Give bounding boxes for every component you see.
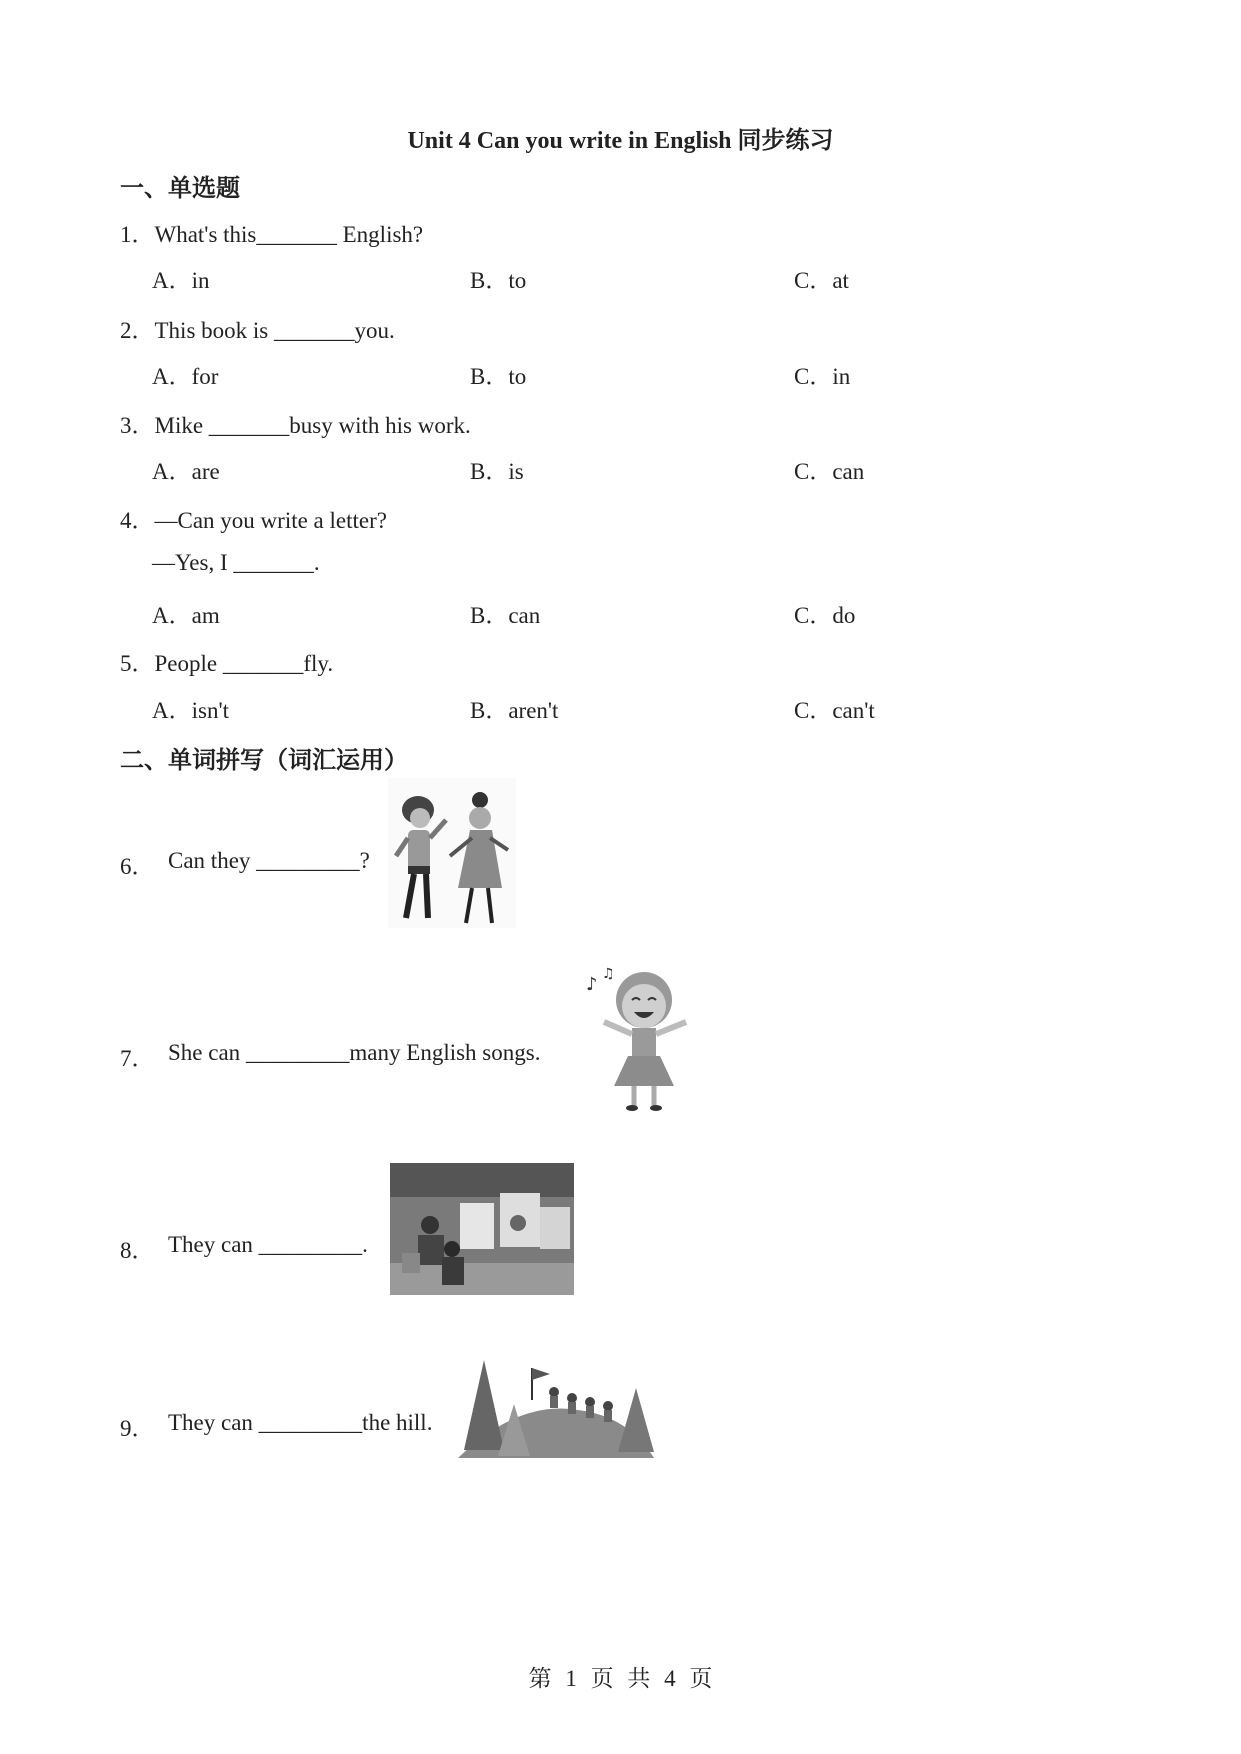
question-4-option-a: A．am <box>152 603 220 628</box>
question-3-stem: 3．Mike _______busy with his work. <box>120 413 471 438</box>
page-title: Unit 4 Can you write in English 同步练习 <box>407 128 834 154</box>
question-3-option-a: A．are <box>152 459 220 484</box>
question-7-text: She can _________many English songs. <box>168 1040 541 1065</box>
question-2-option-b: B．to <box>470 364 527 389</box>
singing-girl-image <box>582 960 700 1116</box>
question-4-stem-reply: —Yes, I _______. <box>152 550 320 575</box>
question-1-option-b: B．to <box>470 268 527 293</box>
svg-text:♪: ♪ <box>586 974 598 995</box>
svg-text:♫: ♫ <box>602 966 615 982</box>
question-2-option-c: C．in <box>794 364 851 389</box>
section-heading-multiple-choice: 一、单选题 <box>120 176 240 202</box>
question-4-stem: 4．—Can you write a letter? <box>120 508 387 533</box>
question-3-option-c: C．can <box>794 459 865 484</box>
section-heading-spelling: 二、单词拼写（词汇运用） <box>120 748 408 774</box>
question-5-option-a: A．isn't <box>152 698 229 723</box>
question-5-option-b: B．aren't <box>470 698 559 723</box>
question-1-option-c: C．at <box>794 268 849 293</box>
question-4-option-b: B．can <box>470 603 541 628</box>
question-8-number: 8． <box>120 1238 155 1263</box>
question-7-number: 7． <box>120 1046 155 1071</box>
question-8-text: They can _________. <box>168 1232 368 1257</box>
question-6-number: 6． <box>120 854 155 879</box>
question-5-option-c: C．can't <box>794 698 875 723</box>
question-4-option-c: C．do <box>794 603 856 628</box>
hill-climbing-image <box>458 1340 654 1458</box>
question-9-text: They can _________the hill. <box>168 1410 433 1435</box>
question-6-text: Can they _________? <box>168 848 370 873</box>
dancing-couple-image <box>388 778 516 928</box>
question-2-option-a: A．for <box>152 364 219 389</box>
question-1-stem: 1．What's this_______ English? <box>120 222 424 247</box>
page-footer: 第 1 页 共 4 页 <box>528 1666 713 1691</box>
question-2-stem: 2．This book is _______you. <box>120 318 395 343</box>
question-5-stem: 5．People _______fly. <box>120 651 334 676</box>
painting-class-image <box>390 1163 574 1295</box>
question-3-option-b: B．is <box>470 459 524 484</box>
question-1-option-a: A．in <box>152 268 210 293</box>
question-9-number: 9． <box>120 1416 155 1441</box>
